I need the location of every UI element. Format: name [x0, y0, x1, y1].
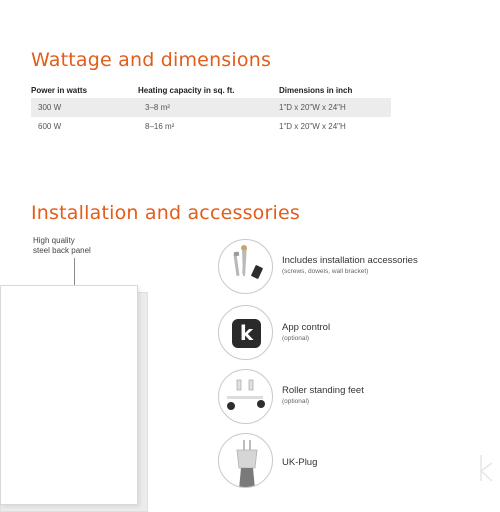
header-dimensions: Dimensions in inch [279, 85, 353, 95]
screws-dowels-icon [218, 239, 273, 294]
panel-callout [33, 236, 153, 256]
cell-power: 600 W [38, 122, 62, 131]
table-row [31, 117, 391, 136]
brand-watermark-icon [479, 453, 495, 483]
app-icon-letter: k [239, 321, 254, 345]
header-power: Power in watts [31, 85, 88, 95]
heater-panel-image [0, 285, 138, 505]
app-logo-icon [218, 305, 273, 360]
uk-plug-icon [218, 433, 273, 488]
cell-heating: 3–8 m² [145, 103, 170, 112]
feature-text [282, 322, 472, 343]
callout-line: steel back panel [33, 246, 91, 255]
table-header-row [31, 82, 391, 98]
specs-table [31, 82, 391, 136]
section-title-installation: Installation and accessories [31, 202, 300, 224]
feature-text [282, 457, 472, 469]
callout-line: High quality [33, 236, 75, 245]
feature-sub: (optional) [282, 335, 310, 342]
feature-sub: (screws, dowels, wall bracket) [282, 268, 369, 275]
cell-dimensions: 1"D x 20"W x 24"H [279, 103, 346, 112]
table-row [31, 98, 391, 117]
feature-text [282, 385, 472, 406]
header-heating: Heating capacity in sq. ft. [138, 85, 235, 95]
cell-dimensions: 1"D x 20"W x 24"H [279, 122, 346, 131]
feature-label: App control [282, 322, 331, 333]
feature-sub: (optional) [282, 398, 310, 405]
feature-label: Roller standing feet [282, 385, 364, 396]
callout-leader-line [74, 258, 75, 286]
feature-text [282, 255, 472, 276]
section-title-wattage: Wattage and dimensions [31, 49, 272, 71]
cell-power: 300 W [38, 103, 62, 112]
roller-feet-icon [218, 369, 273, 424]
feature-label: UK-Plug [282, 457, 318, 468]
feature-label: Includes installation accessories [282, 255, 418, 266]
cell-heating: 8–16 m² [145, 122, 175, 131]
